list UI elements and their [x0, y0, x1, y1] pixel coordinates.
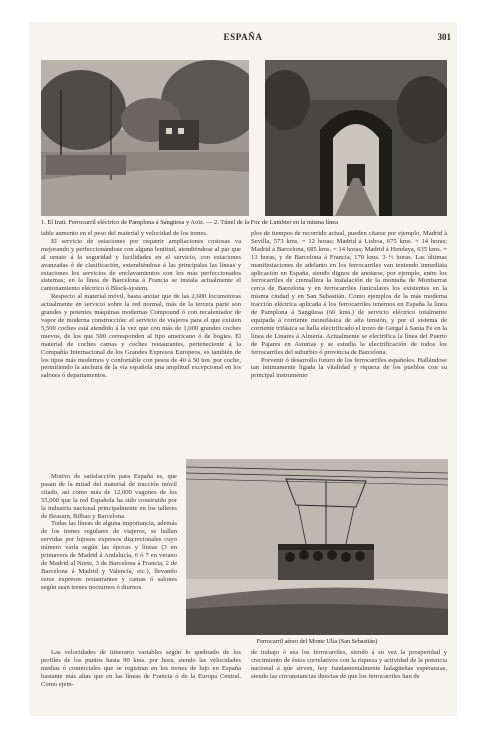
figure-caption-top: 1. El Irati. Ferrocarril eléctrico de Pamplona á Sangüesa y Aoiz. — 2. Túnel de la Foz de Lumbier en la misma línea: [41, 219, 338, 226]
right-paragraph: de trabajo ó sea los ferrocarriles, siendo á su vez la prosperidad y crecimiento de éstos correlativos con la riqueza y actividad de la potencia nacional á que sirven, hoy fundamentalmente halagüeñas esperanzas, siendo las circunstancias directas de que los ferrocarriles han de: [251, 649, 447, 680]
left-paragraph: Respecto al material móvil, basta anotar que de las 2,600 locomotoras actualmente en servicio sobre la red normal, más de la tercera parte son grandes y potentes máquinas modernas Compound ó con recalentador de vapor de moderna construcción: el servicio de viajeros para el que existen 5,500 coches está atendido á la vez que con más de 1,000 grandes coches nuevos, de los que 500 corresponden al tipo americano ó de bogies. El material de coches camas y coches restaurantes, perteneciente á la Compañía Internacional de los Grandes Expresos Europeos, es también de los tipos más modernos y confortable con pesos de 40 á 50 ton. por coche, permitiendo la anchura de la vía española una amplitud excepcional en los salones ó departamentos.: [41, 293, 241, 380]
right-column-bottom: [251, 649, 447, 681]
right-paragraph: plos de tiempos de recorrido actual, pueden citarse por ejemplo, Madrid á Sevilla, 573 kms. = 12 horas; Madrid á Lisboa, 675 kms. = 14 horas; Madrid á Barcelona, 685 kms. = 14 horas; Madrid á Hendaya, 635 kms. = 13 horas, y de Barcelona á Francia, 170 kms. 3 ½ horas. Las últimas manifestaciones de adelanto en los ferrocarriles van teniendo inmediata aplicación en España, siendo dignos de anotarse, por ejemplo, entre los ferrocarriles de cremallera la instalación de la montaña de Montserrat cerca de Barcelona y en ferrocarriles funiculares los existentes en la misma ciudad y en San Sebastián. Como ejemplos de la más moderna tracción eléctrica aplicada á los ferrocarriles tenemos en España la línea de Pamplona á Sangüesa (60 kms.) de servicio eléctrico totalmente equipada á corriente monofásica de alta tensión, y por el sistema de corriente trifásica se halla electrificado el trozo de Gergal á Santa Fe en la línea de Linares á Almería. Actualmente se electrifica la línea del Puerto de Pajares en Asturias y se estudia la electrificación de todos los ferrocarriles del suburbio ó provincia de Barcelona.: [251, 230, 447, 356]
left-column: [41, 230, 241, 380]
photo-irati-train-image: [41, 60, 249, 216]
photo-irati-train: [41, 60, 249, 216]
left-column-narrow: [41, 473, 177, 592]
photo-lumbier-tunnel-image: [265, 60, 447, 216]
figure-caption-cable-car: Ferrocarril aéreo del Monte Ulía (San Sebastián): [256, 638, 378, 645]
photo-monte-ulia-cable-car-image: [186, 459, 448, 635]
page-sheet: [29, 22, 457, 716]
left-column-bottom: [41, 649, 241, 689]
photo-lumbier-tunnel: [265, 60, 447, 216]
left-paragraph: Todas las líneas de alguna importancia, además de los trenes regulares de viajeros, se hallan servidas por lujosos expresos discrecionales cuyo número varía según las épocas y líneas (3 en primavera de Madrid á Andalucía, 6 ó 7 en verano de Madrid al Norte, 3 de Barcelona á Francia, 2 de Barcelona á Madrid y Valencia, etc.), llevando estos expresos restaurantes y camas ó salones según sean trenes nocturnos ó diurnos.: [41, 520, 177, 591]
left-paragraph: Las velocidades de itinerario variables según lo quebrado de los perfiles de los puntos hasta 90 kms. por hora, siendo las velocidades medias ó comerciales que se registran en los trenes de lujo en España bastante más altas que en las líneas de Francia ó de la Europa Central. Como ejem-: [41, 649, 241, 688]
left-paragraph: El servicio de estaciones por requerir ampliaciones costosas va mejorando y perfeccionándose con alguna lentitud, atendiéndose al par que al ornato á la seguridad y facilidades en el servicio, con estaciones avanzadas ó de clasificación, extendiéndose á las principales las líneas y estaciones los servicios de enclavamientos con los más perfeccionados sistemas; en la línea de Barcelona á Francia se instala actualmente el cantonamiento eléctrico ó Block-system.: [41, 237, 241, 293]
right-paragraph: Porvenir ó desarrollo futuro de los ferrocarriles españoles. Hallándose tan íntimamente ligada la vitalidad y riqueza de los pueblos con su principal instrumento: [251, 356, 447, 380]
left-paragraph: Motivo de satisfacción para España es, que pasan de la mitad del material de tracción móvil citado, así como más de 12,000 vagones de los 55,000 que la red Española ha sido construido por la industria nacional principalmente en los talleres de Beasain, Bilbao y Barcelona.: [41, 473, 177, 520]
page-number: 301: [437, 32, 451, 42]
photo-monte-ulia-cable-car: [186, 459, 448, 635]
right-column: [251, 230, 447, 380]
page-title: ESPAÑA: [223, 32, 263, 42]
left-paragraph: table aumento en el peso del material y velocidad de los trenes.: [41, 230, 208, 237]
running-head: [29, 32, 457, 46]
